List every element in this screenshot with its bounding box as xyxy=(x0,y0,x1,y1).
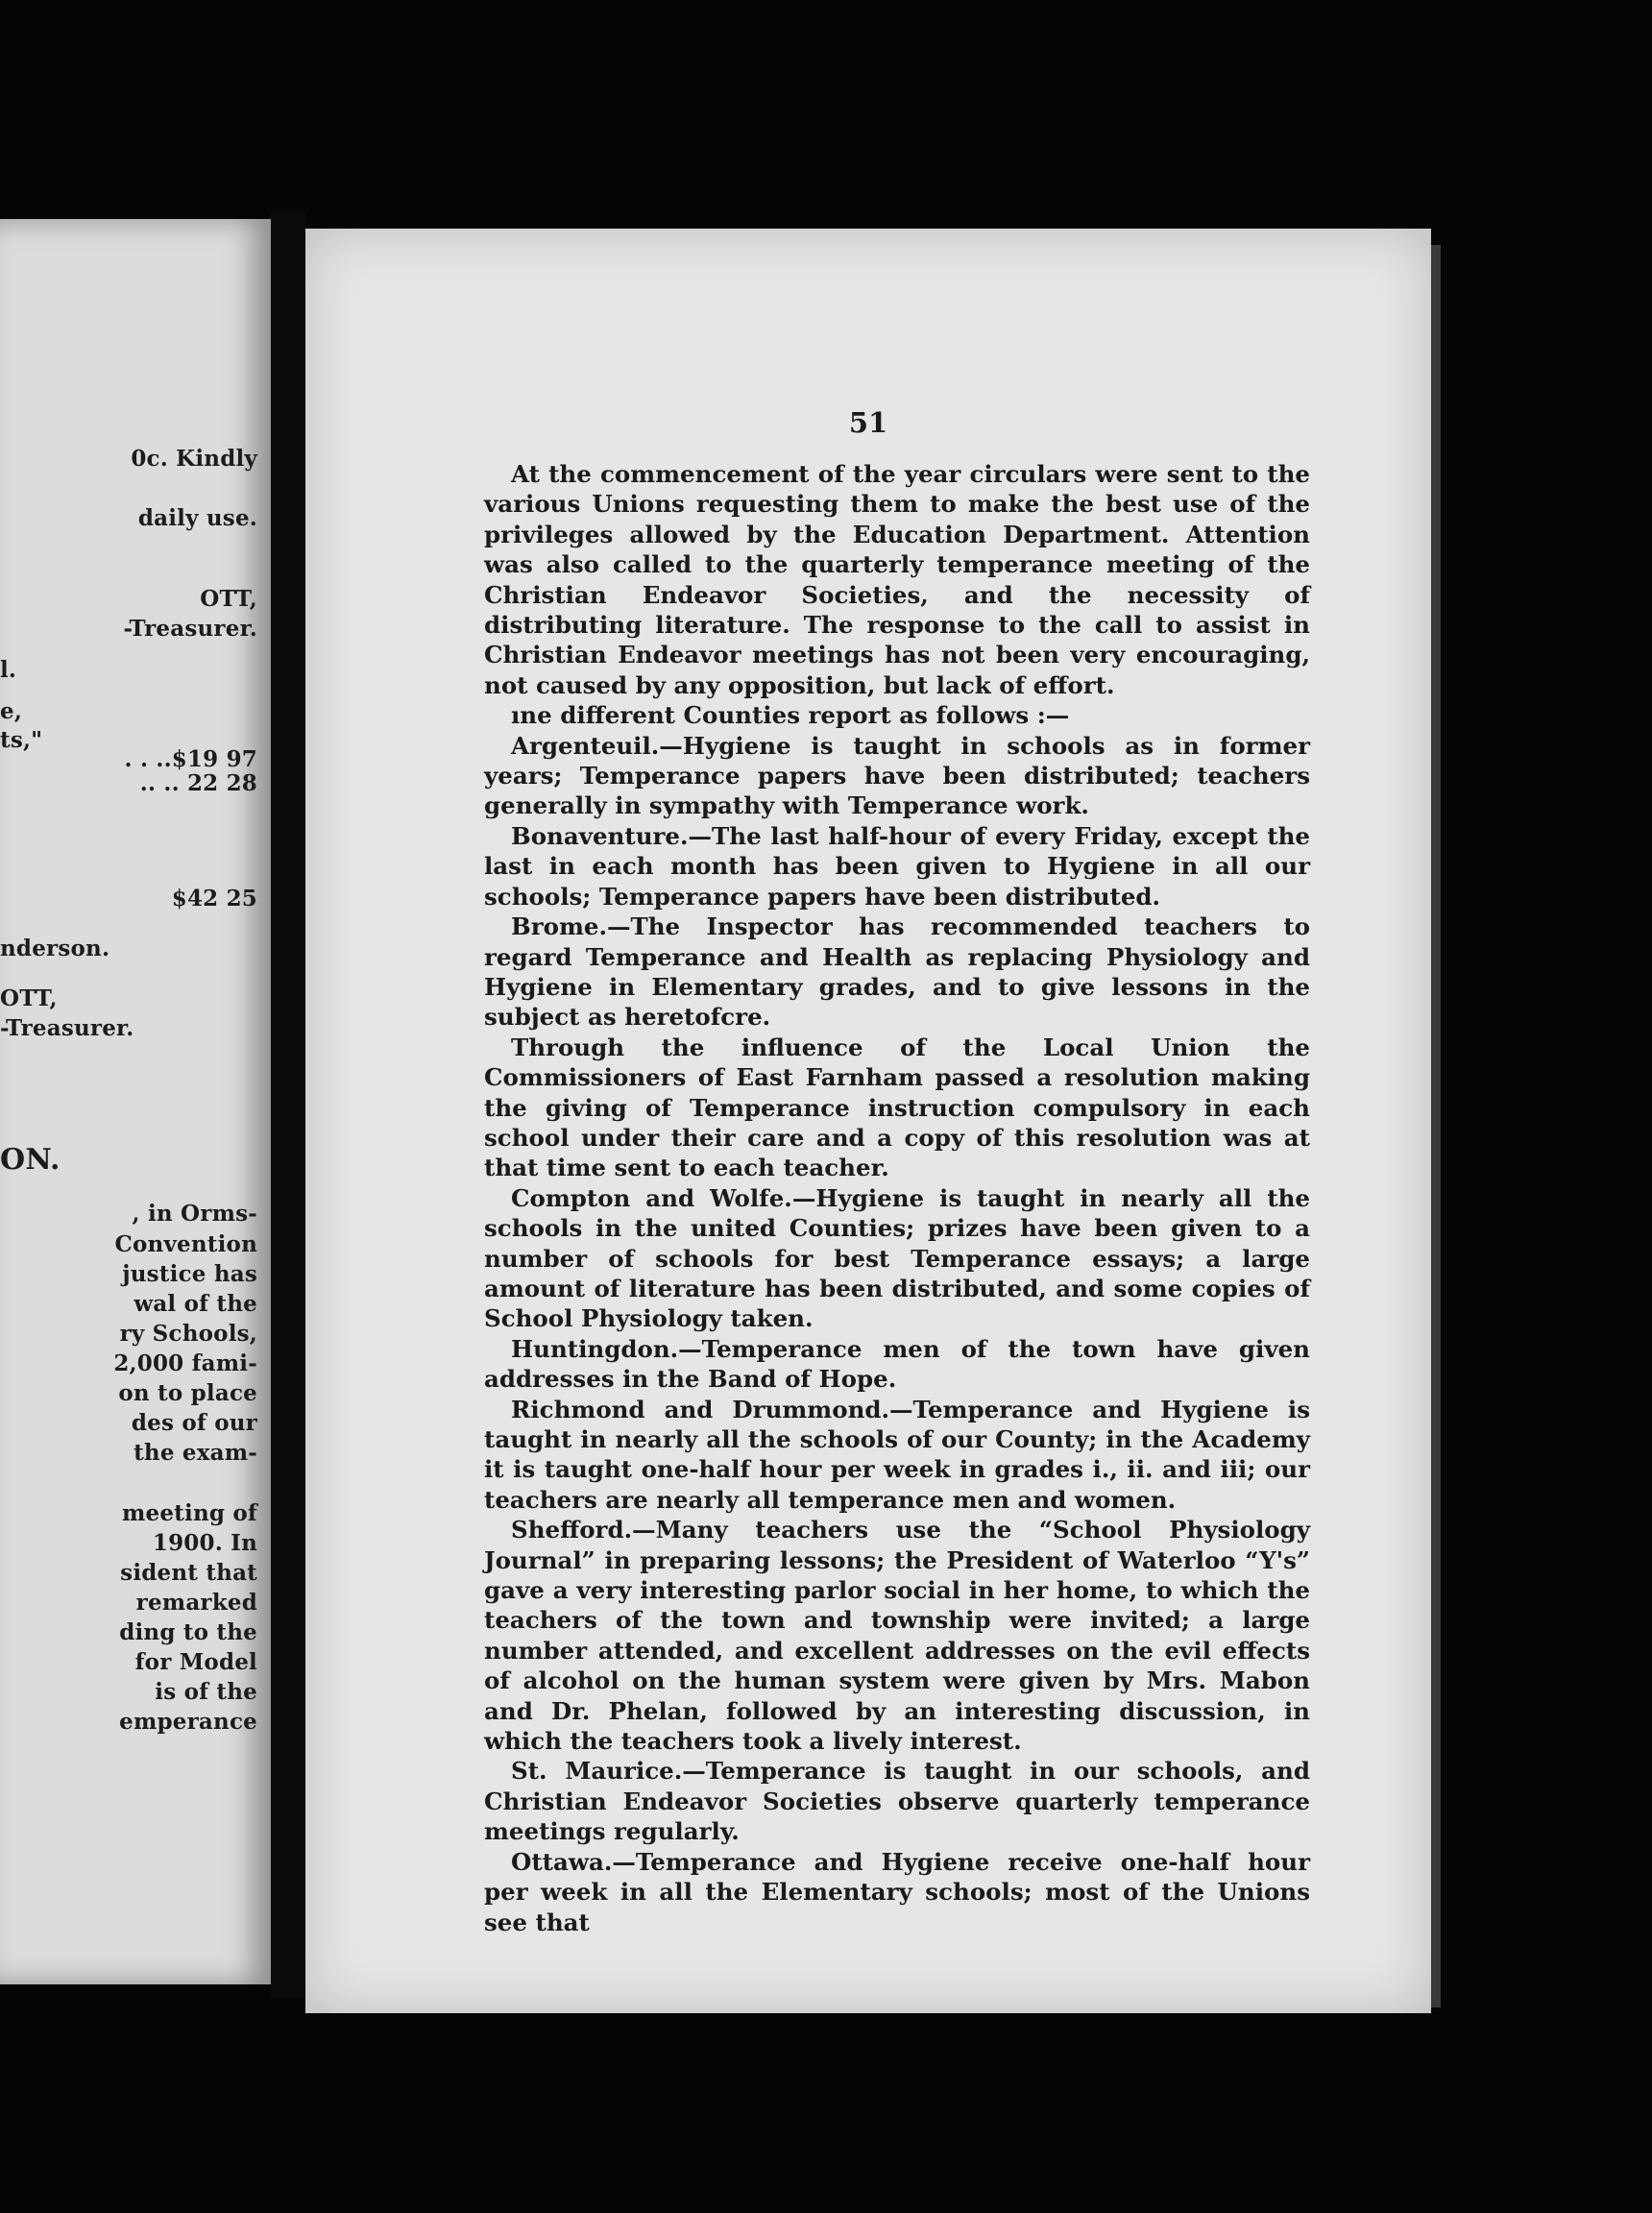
paragraph-richmond-drummond: Richmond and Drummond.—Temperance and Hygiene is taught in nearly all the schools of our County; in the Academy it is taught one-half hour per week in grades i., ii. and iii; our teachers are nearly all temperance men and women. xyxy=(484,1395,1310,1514)
paragraph-counties-heading: ıne different Counties report as follows :— xyxy=(511,701,1070,730)
left-line: nderson. xyxy=(0,936,110,961)
left-line: ts," xyxy=(0,727,43,753)
left-line: 0c. Kindly xyxy=(131,446,257,472)
left-line: des of our xyxy=(131,1410,257,1436)
left-line: l. xyxy=(0,657,17,683)
left-line: meeting of xyxy=(121,1500,257,1526)
left-line: . . ..$19 97 xyxy=(124,746,257,772)
paragraph-intro: At the commencement of the year circulars were sent to the various Unions requesting them to make the best use of the privileges allowed by the Education Department. Attention was also called to the quarterly temperance meeting of the Christian Endeavor Societies, and the necessity of distributing literature. The response to the call to assist in Christian Endeavor meetings has not been very encouraging, not caused by any opposition, but lack of effort. xyxy=(484,460,1310,699)
paragraph-bonaventure: Bonaventure.—The last half-hour of every Friday, except the last in each month has been given to Hygiene in all our schools; Temperance papers have been distributed. xyxy=(484,821,1310,911)
left-line: OTT, xyxy=(200,586,257,612)
left-page xyxy=(0,219,271,1984)
left-line: 1900. In xyxy=(152,1530,257,1556)
left-line: is of the xyxy=(155,1679,257,1705)
left-line: -Treasurer. xyxy=(123,616,257,642)
left-line: remarked xyxy=(135,1590,257,1616)
left-line: .. .. 22 28 xyxy=(139,770,257,796)
page-edge xyxy=(1431,245,1441,2007)
paragraph-argenteuil: Argenteuil.—Hygiene is taught in schools as in former years; Temperance papers have been distributed; teachers generally in sympathy with Temperance work. xyxy=(484,731,1310,820)
left-line: OTT, xyxy=(0,985,58,1011)
book-gutter xyxy=(271,211,305,1998)
left-line: 2,000 fami- xyxy=(113,1350,257,1376)
left-line: $42 25 xyxy=(171,886,257,912)
left-line: justice has xyxy=(122,1261,257,1287)
paragraph-ottawa: Ottawa.—Temperance and Hygiene receive one-half hour per week in all the Elementary schools; most of the Unions see that xyxy=(484,1847,1310,1936)
left-line: the exam- xyxy=(134,1440,257,1466)
right-page xyxy=(305,229,1431,2013)
left-line: Convention xyxy=(114,1231,257,1257)
left-line: ry Schools, xyxy=(119,1321,257,1347)
paragraph-compton-wolfe: Compton and Wolfe.—Hygiene is taught in nearly all the schools in the united Counties; prizes have been given to a number of schools for best Temperance essays; a large amount of literature has been distributed, and some copies of School Physiology taken. xyxy=(484,1183,1310,1333)
page-number: 51 xyxy=(848,406,888,439)
left-line: emperance xyxy=(119,1709,257,1735)
left-line: -Treasurer. xyxy=(0,1015,134,1041)
paragraph-brome: Brome.—The Inspector has recommended teachers to regard Temperance and Health as replacing Physiology and Hygiene in Elementary grades, and to give lessons in the subject as heretofcre. xyxy=(484,912,1310,1032)
left-line: ding to the xyxy=(119,1619,257,1645)
left-line: ON. xyxy=(0,1143,61,1177)
left-line: for Model xyxy=(134,1649,257,1675)
left-line: daily use. xyxy=(137,505,257,531)
left-line: , in Orms- xyxy=(132,1201,257,1227)
left-line: wal of the xyxy=(134,1291,257,1317)
left-line: sident that xyxy=(120,1560,257,1586)
left-line: e, xyxy=(0,698,23,724)
body-text xyxy=(484,459,1310,1937)
paragraph-huntingdon: Huntingdon.—Temperance men of the town have given addresses in the Band of Hope. xyxy=(484,1334,1310,1394)
paragraph-st-maurice: St. Maurice.—Temperance is taught in our schools, and Christian Endeavor Societies observe quarterly temperance meetings regularly. xyxy=(484,1757,1310,1846)
paragraph-east-farnham: Through the influence of the Local Union the Commissioners of East Farnham passed a resolution making the giving of Temperance instruction compulsory in each school under their care and a copy of this resolution was at that time sent to each teacher. xyxy=(484,1033,1310,1182)
paragraph-shefford: Shefford.—Many teachers use the “School Physiology Journal” in preparing lessons; the President of Waterloo “Y's” gave a very interesting parlor social in her home, to which the teachers of the town and township were invited; a large number attended, and excellent addresses on the evil effects of alcohol on the human system were given by Mrs. Mabon and Dr. Phelan, followed by an interesting discussion, in which the teachers took a lively interest. xyxy=(484,1516,1310,1756)
left-line: on to place xyxy=(118,1380,257,1406)
